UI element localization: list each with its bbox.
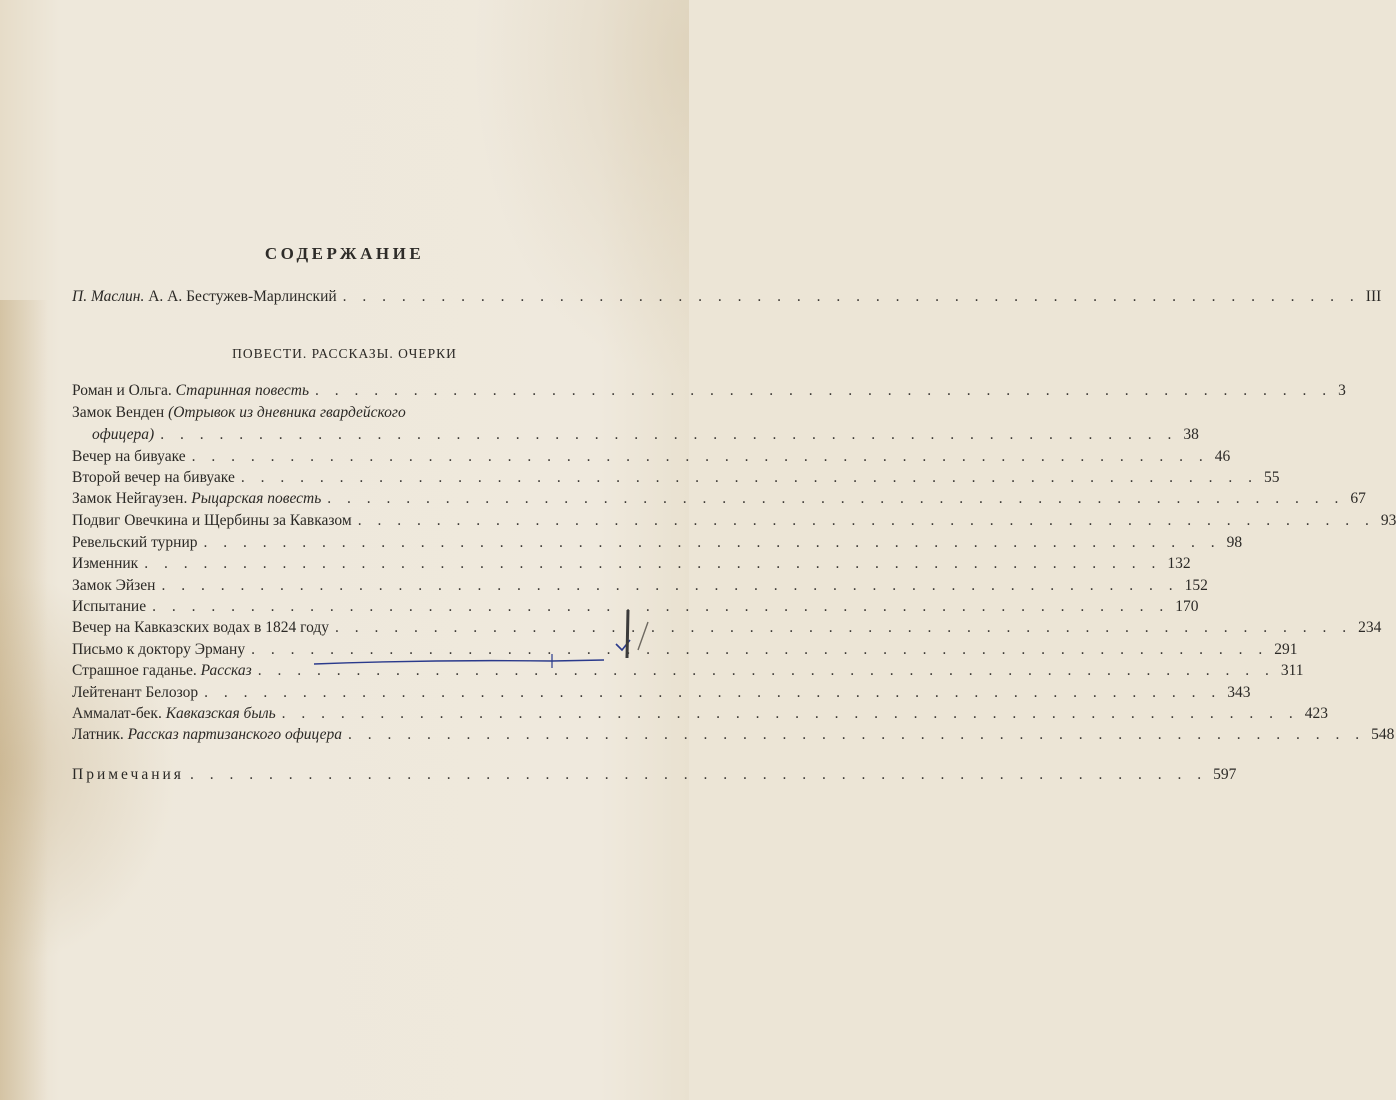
leader-dots: . . . . . . . . . . . . . . . . . . . . . . . . . . . . . . . . . . . . . . . . . . . . . . . . . . . . [189,766,1208,783]
intro-entry [72,288,1382,309]
notes-title: Примечания [72,766,184,783]
page-edge-stain [0,300,48,1100]
toc-entry [72,577,1208,598]
entry-subtitle: Старинная повесть [175,382,310,399]
entry-page: 234 [1358,619,1382,636]
notes-page: 597 [1213,766,1237,783]
entry-page: 38 [1183,426,1199,443]
toc-entry [72,598,1199,619]
entry-page: 46 [1214,448,1231,465]
intro-title: А. А. Бестужев-Марлинский [148,288,337,305]
entry-title: Вечер на бивуаке [72,448,186,465]
entry-title: Замок Венден [72,404,165,421]
leader-dots: . . . . . . . . . . . . . . . . . . . . . . . . . . . . . . . . . . . . . . . . . . . . . . . . . . . . [357,512,1375,529]
entry-page: 152 [1184,577,1208,594]
entry-page: 291 [1274,641,1298,658]
contents-heading: СОДЕРЖАНИЕ [264,244,425,263]
toc-entry [72,512,1396,533]
entry-title: Письмо к доктору Эрману [72,641,246,658]
entry-subtitle-cont: офицера) [92,426,155,443]
entry-page: 67 [1350,490,1366,507]
leader-dots: . . . . . . . . . . . . . . . . . . . . . . . . . . . . . . . . . . . . . . . . . . . . . . . . . . . . [327,490,1345,507]
toc-entry [72,534,1243,555]
entry-page: 548 [1371,726,1395,743]
toc-entry [72,404,588,425]
entry-title: Лейтенант Белозор [72,684,199,701]
leader-dots: . . . . . . . . . . . . . . . . . . . . . . . . . . . . . . . . . . . . . . . . . . . . . . . . . . . . [348,726,1366,743]
entry-title: Вечер на Кавказских водах в 1824 году [72,619,330,636]
leader-dots: . . . . . . . . . . . . . . . . . . . . . . . . . . . . . . . . . . . . . . . . . . . . . . . . . . . . [335,619,1353,636]
toc-entry [72,382,1346,403]
entry-subtitle: Рассказ партизанского офицера [127,726,343,743]
entry-subtitle: Рыцарская повесть [191,490,322,507]
entry-page: 55 [1263,469,1280,486]
leader-dots: . . . . . . . . . . . . . . . . . . . . . . . . . . . . . . . . . . . . . . . . . . . . . . . . . . . . [240,469,1258,486]
entry-title: Замок Эйзен [72,577,156,594]
toc-entry [72,684,1251,705]
toc-entry [72,705,1329,726]
toc-entry [72,726,1395,747]
toc-entry [72,448,1231,469]
leader-dots: . . . . . . . . . . . . . . . . . . . . . . . . . . . . . . . . . . . . . . . . . . . . . . . . . . . . [257,662,1275,679]
entry-title: Второй вечер на бивуаке [72,469,235,486]
toc-entry-continuation [92,426,1199,447]
entry-page: 3 [1338,382,1346,399]
toc-entry [72,469,1280,490]
entry-page: 170 [1175,598,1199,615]
pen-underline-mark [312,656,612,670]
notes-entry [72,766,1237,787]
intro-author: П. Маслин. [72,288,145,305]
entry-page: 423 [1304,705,1329,722]
toc-entry [72,619,1382,640]
intro-page: III [1365,288,1382,305]
leader-dots: . . . . . . . . . . . . . . . . . . . . . . . . . . . . . . . . . . . . . . . . . . . . . . . . . . . . [342,288,1360,305]
entry-title: Замок Нейгаузен. [72,490,188,507]
entry-page: 98 [1226,534,1243,551]
section-title: ПОВЕСТИ. РАССКАЗЫ. ОЧЕРКИ [232,346,457,361]
entry-subtitle: (Отрывок из дневника гвардейского [168,404,406,421]
leader-dots: . . . . . . . . . . . . . . . . . . . . . . . . . . . . . . . . . . . . . . . . . . . . . . . . . . . . [203,534,1221,551]
toc-entry [72,555,1191,576]
leader-dots: . . . . . . . . . . . . . . . . . . . . . . . . . . . . . . . . . . . . . . . . . . . . . . . . . . . . [144,555,1162,572]
leader-dots: . . . . . . . . . . . . . . . . . . . . . . . . . . . . . . . . . . . . . . . . . . . . . . . . . . . . [191,448,1209,465]
entry-title: Роман и Ольга. [72,382,172,399]
toc-entry [72,490,1366,511]
entry-title: Изменник [72,555,139,572]
leader-dots: . . . . . . . . . . . . . . . . . . . . . . . . . . . . . . . . . . . . . . . . . . . . . . . . . . . . [204,684,1222,701]
entry-title: Подвиг Овечкина и Щербины за Кавказом [72,512,352,529]
leader-dots: . . . . . . . . . . . . . . . . . . . . . . . . . . . . . . . . . . . . . . . . . . . . . . . . . . . . [251,641,1269,658]
entry-subtitle: Кавказская быль [165,705,276,722]
entry-title: Ревельский турнир [72,534,198,551]
pen-margin-mark [614,604,654,660]
entry-page: 343 [1227,684,1251,701]
entry-title: Испытание [72,598,147,615]
leader-dots: . . . . . . . . . . . . . . . . . . . . . . . . . . . . . . . . . . . . . . . . . . . . . . . . . . . . [281,705,1299,722]
entry-page: 132 [1167,555,1191,572]
entry-title: Латник. [72,726,124,743]
leader-dots: . . . . . . . . . . . . . . . . . . . . . . . . . . . . . . . . . . . . . . . . . . . . . . . . . . . . [152,598,1170,615]
leader-dots: . . . . . . . . . . . . . . . . . . . . . . . . . . . . . . . . . . . . . . . . . . . . . . . . . . . . [160,426,1178,443]
leader-dots: . . . . . . . . . . . . . . . . . . . . . . . . . . . . . . . . . . . . . . . . . . . . . . . . . . . . [315,382,1333,399]
entry-subtitle: Рассказ [200,662,252,679]
entry-page: 311 [1280,662,1304,679]
entry-title: Аммалат-бек. [72,705,162,722]
leader-dots: . . . . . . . . . . . . . . . . . . . . . . . . . . . . . . . . . . . . . . . . . . . . . . . . . . . . [161,577,1179,594]
entry-page: 93 [1380,512,1396,529]
entry-title: Страшное гаданье. [72,662,197,679]
